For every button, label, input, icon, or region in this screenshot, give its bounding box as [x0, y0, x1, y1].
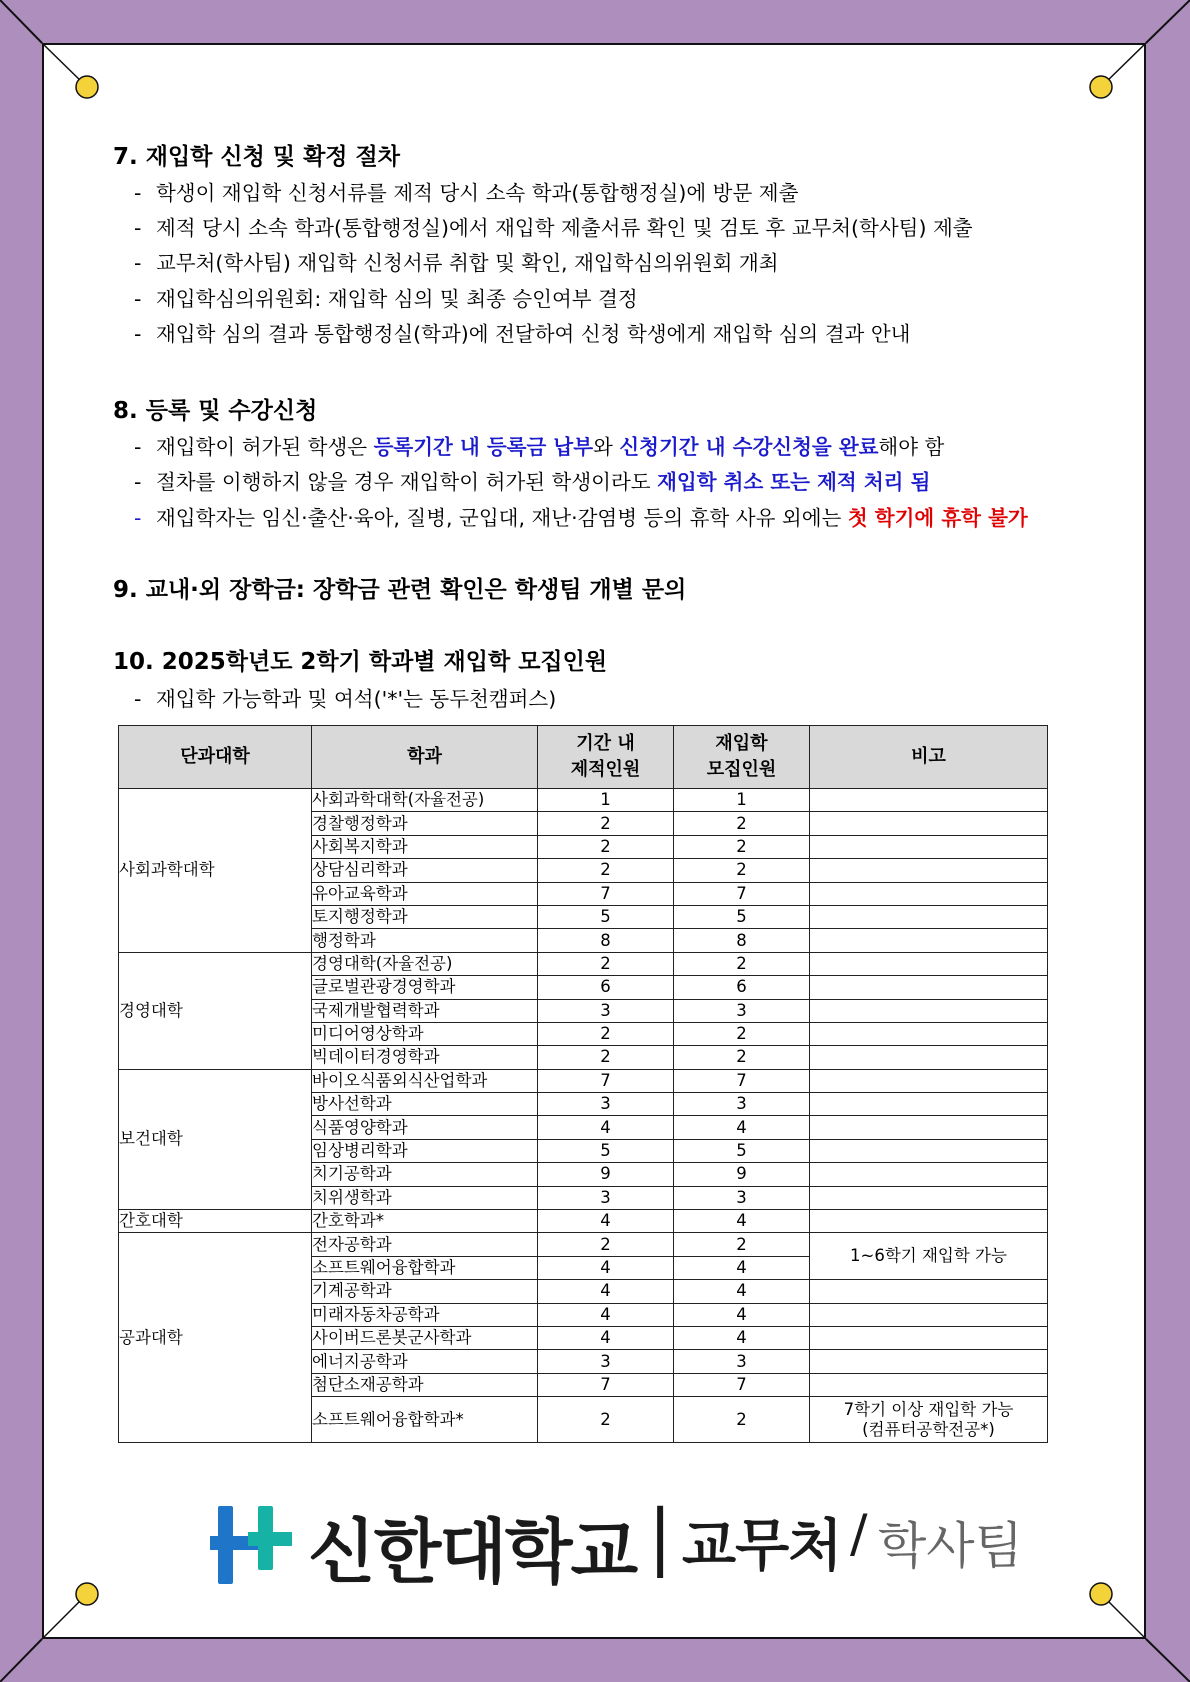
- enrolled-cell: 3: [538, 999, 674, 1022]
- enrolled-cell: 1: [538, 789, 674, 812]
- recruit-cell: 8: [674, 929, 810, 952]
- logo-university-name: 신한대학교: [308, 1511, 637, 1593]
- university-logo: [210, 1494, 1030, 1593]
- section-8-bullet-3: - 재입학자는 임신·출산·육아, 질병, 군입대, 재난·감염병 등의 휴학 사유 외에는 첫 학기에 휴학 불가: [134, 506, 1028, 530]
- highlight-tuition: 등록기간 내 등록금 납부: [373, 435, 594, 459]
- college-cell: 공과대학: [119, 1233, 312, 1443]
- section-7-bullet-1: - 학생이 재입학 신청서류를 제적 당시 소속 학과(통합행정실)에 방문 제출: [134, 181, 799, 205]
- logo-slash: /: [850, 1504, 868, 1564]
- dept-cell: 치위생학과: [312, 1186, 538, 1209]
- dept-cell: 소프트웨어융합학과*: [312, 1397, 538, 1443]
- note-cell: [810, 812, 1048, 835]
- recruitment-table: [118, 725, 1048, 1443]
- recruit-cell: 5: [674, 905, 810, 928]
- college-cell: 보건대학: [119, 1069, 312, 1209]
- recruit-cell: 1: [674, 789, 810, 812]
- dept-cell: 토지행정학과: [312, 905, 538, 928]
- college-cell: 경영대학: [119, 952, 312, 1069]
- recruit-cell: 4: [674, 1256, 810, 1279]
- college-cell: 간호대학: [119, 1210, 312, 1233]
- recruit-cell: 6: [674, 976, 810, 999]
- table-header-row: [119, 726, 1048, 789]
- dept-cell: 사회복지학과: [312, 835, 538, 858]
- dept-cell: 상담심리학과: [312, 859, 538, 882]
- note-cell: [810, 1210, 1048, 1233]
- note-cell: [810, 1350, 1048, 1373]
- dept-cell: 빅데이터경영학과: [312, 1046, 538, 1069]
- pin-icon-bottom-left: [42, 1583, 98, 1639]
- section-7-bullet-3: - 교무처(학사팀) 재입학 신청서류 취합 및 확인, 재입학심의위원회 개최: [134, 251, 779, 275]
- enrolled-cell: 7: [538, 1069, 674, 1092]
- dept-cell: 치기공학과: [312, 1163, 538, 1186]
- enrolled-cell: 4: [538, 1280, 674, 1303]
- recruit-cell: 9: [674, 1163, 810, 1186]
- table-row: [119, 1210, 1048, 1233]
- recruit-cell: 2: [674, 1397, 810, 1443]
- dept-cell: 전자공학과: [312, 1233, 538, 1256]
- section-9-title: 9. 교내·외 장학금: 장학금 관련 확인은 학생팀 개별 문의: [113, 577, 687, 603]
- dept-cell: 간호학과*: [312, 1210, 538, 1233]
- note-cell: [810, 1022, 1048, 1045]
- recruit-cell: 4: [674, 1326, 810, 1349]
- recruit-cell: 5: [674, 1139, 810, 1162]
- dept-cell: 첨단소재공학과: [312, 1373, 538, 1396]
- header-college: 단과대학: [119, 726, 312, 789]
- note-cell: [810, 1326, 1048, 1349]
- note-cell: [810, 1373, 1048, 1396]
- enrolled-cell: 2: [538, 952, 674, 975]
- dept-cell: 행정학과: [312, 929, 538, 952]
- recruit-cell: 4: [674, 1303, 810, 1326]
- enrolled-cell: 2: [538, 835, 674, 858]
- note-cell-1-6-semester: 1~6학기 재입학 가능: [810, 1233, 1048, 1280]
- recruit-cell: 2: [674, 1233, 810, 1256]
- dept-cell: 기계공학과: [312, 1280, 538, 1303]
- dept-cell: 바이오식품외식산업학과: [312, 1069, 538, 1092]
- enrolled-cell: 5: [538, 1139, 674, 1162]
- dept-cell: 유아교육학과: [312, 882, 538, 905]
- college-cell: 사회과학대학: [119, 789, 312, 953]
- note-cell: [810, 1069, 1048, 1092]
- enrolled-cell: 4: [538, 1256, 674, 1279]
- note-cell: [810, 1139, 1048, 1162]
- recruit-cell: 2: [674, 835, 810, 858]
- note-cell: [810, 1280, 1048, 1303]
- recruit-cell: 4: [674, 1210, 810, 1233]
- enrolled-cell: 3: [538, 1186, 674, 1209]
- dept-cell: 경찰행정학과: [312, 812, 538, 835]
- dept-cell: 식품영양학과: [312, 1116, 538, 1139]
- recruit-cell: 3: [674, 1186, 810, 1209]
- section-7-bullet-2: - 제적 당시 소속 학과(통합행정실)에서 재입학 제출서류 확인 및 검토 후 교무처(학사팀) 제출: [134, 216, 973, 240]
- enrolled-cell: 3: [538, 1093, 674, 1116]
- note-cell: [810, 999, 1048, 1022]
- recruit-cell: 7: [674, 1069, 810, 1092]
- section-8-bullet-1: - 재입학이 허가된 학생은 등록기간 내 등록금 납부와 신청기간 내 수강신청을 완료해야 함: [134, 435, 945, 459]
- note-cell: [810, 789, 1048, 812]
- enrolled-cell: 2: [538, 1022, 674, 1045]
- section-8-bullet-2: - 절차를 이행하지 않을 경우 재입학이 허가된 학생이라도 재입학 취소 또는 제적 처리 됨: [134, 470, 931, 494]
- recruit-cell: 3: [674, 999, 810, 1022]
- enrolled-cell: 7: [538, 882, 674, 905]
- enrolled-cell: 2: [538, 859, 674, 882]
- note-cell: [810, 929, 1048, 952]
- section-10-title: 10. 2025학년도 2학기 학과별 재입학 모집인원: [113, 649, 608, 675]
- recruit-cell: 2: [674, 1046, 810, 1069]
- note-cell: [810, 1116, 1048, 1139]
- pin-icon-top-left: [42, 43, 98, 98]
- highlight-cancellation: 재입학 취소 또는 제적 처리 됨: [657, 470, 931, 494]
- note-cell: [810, 1186, 1048, 1209]
- note-cell-7-semester: 7학기 이상 재입학 가능 (컴퓨터공학전공*): [810, 1397, 1048, 1443]
- dept-cell: 에너지공학과: [312, 1350, 538, 1373]
- note-cell: [810, 835, 1048, 858]
- recruit-cell: 2: [674, 859, 810, 882]
- dept-cell: 미디어영상학과: [312, 1022, 538, 1045]
- dept-cell: 사회과학대학(자율전공): [312, 789, 538, 812]
- logo-office: 교무처: [682, 1514, 842, 1579]
- recruit-cell: 2: [674, 952, 810, 975]
- dept-cell: 임상병리학과: [312, 1139, 538, 1162]
- table-row: [119, 952, 1048, 975]
- enrolled-cell: 4: [538, 1210, 674, 1233]
- section-7-title: 7. 재입학 신청 및 확정 절차: [113, 144, 400, 170]
- recruit-cell: 7: [674, 1373, 810, 1396]
- table-row: [119, 789, 1048, 812]
- enrolled-cell: 2: [538, 1046, 674, 1069]
- recruit-cell: 2: [674, 1022, 810, 1045]
- enrolled-cell: 9: [538, 1163, 674, 1186]
- note-cell: [810, 952, 1048, 975]
- logo-team: 학사팀: [878, 1517, 1023, 1575]
- recruit-cell: 7: [674, 882, 810, 905]
- recruit-cell: 3: [674, 1093, 810, 1116]
- enrolled-cell: 4: [538, 1116, 674, 1139]
- enrolled-cell: 2: [538, 1233, 674, 1256]
- section-10-bullet: - 재입학 가능학과 및 여석('*'는 동두천캠퍼스): [134, 687, 557, 711]
- header-note: 비고: [810, 726, 1048, 789]
- enrolled-cell: 2: [538, 1397, 674, 1443]
- section-8-title: 8. 등록 및 수강신청: [113, 398, 318, 424]
- recruit-cell: 3: [674, 1350, 810, 1373]
- enrolled-cell: 6: [538, 976, 674, 999]
- enrolled-cell: 2: [538, 812, 674, 835]
- enrolled-cell: 4: [538, 1326, 674, 1349]
- recruit-cell: 2: [674, 812, 810, 835]
- section-7-bullet-4: - 재입학심의위원회: 재입학 심의 및 최종 승인여부 결정: [134, 287, 638, 311]
- header-recruit: 재입학 모집인원: [674, 726, 810, 789]
- shinhan-emblem-icon: [210, 1502, 292, 1584]
- header-enrolled: 기간 내 제적인원: [538, 726, 674, 789]
- pin-icon-bottom-right: [1090, 1583, 1146, 1639]
- note-cell: [810, 1046, 1048, 1069]
- table-row: [119, 1069, 1048, 1092]
- dept-cell: 국제개발협력학과: [312, 999, 538, 1022]
- dept-cell: 방사선학과: [312, 1093, 538, 1116]
- enrolled-cell: 3: [538, 1350, 674, 1373]
- enrolled-cell: 5: [538, 905, 674, 928]
- table-row: [119, 1233, 1048, 1256]
- recruit-cell: 4: [674, 1116, 810, 1139]
- highlight-registration: 신청기간 내 수강신청을 완료: [619, 435, 879, 459]
- note-cell: [810, 1093, 1048, 1116]
- dept-cell: 소프트웨어융합학과: [312, 1256, 538, 1279]
- note-cell: [810, 882, 1048, 905]
- enrolled-cell: 4: [538, 1303, 674, 1326]
- dept-cell: 사이버드론봇군사학과: [312, 1326, 538, 1349]
- note-cell: [810, 976, 1048, 999]
- pin-icon-top-right: [1090, 43, 1146, 98]
- note-cell: [810, 859, 1048, 882]
- dept-cell: 경영대학(자율전공): [312, 952, 538, 975]
- enrolled-cell: 8: [538, 929, 674, 952]
- recruit-cell: 4: [674, 1280, 810, 1303]
- dept-cell: 미래자동차공학과: [312, 1303, 538, 1326]
- header-dept: 학과: [312, 726, 538, 789]
- section-7-bullet-5: - 재입학 심의 결과 통합행정실(학과)에 전달하여 신청 학생에게 재입학 심의 결과 안내: [134, 322, 911, 346]
- note-cell: [810, 905, 1048, 928]
- note-cell: [810, 1163, 1048, 1186]
- dept-cell: 글로벌관광경영학과: [312, 976, 538, 999]
- enrolled-cell: 7: [538, 1373, 674, 1396]
- logo-separator: |: [648, 1494, 673, 1578]
- note-cell: [810, 1303, 1048, 1326]
- highlight-no-leave: 첫 학기에 휴학 불가: [847, 506, 1028, 530]
